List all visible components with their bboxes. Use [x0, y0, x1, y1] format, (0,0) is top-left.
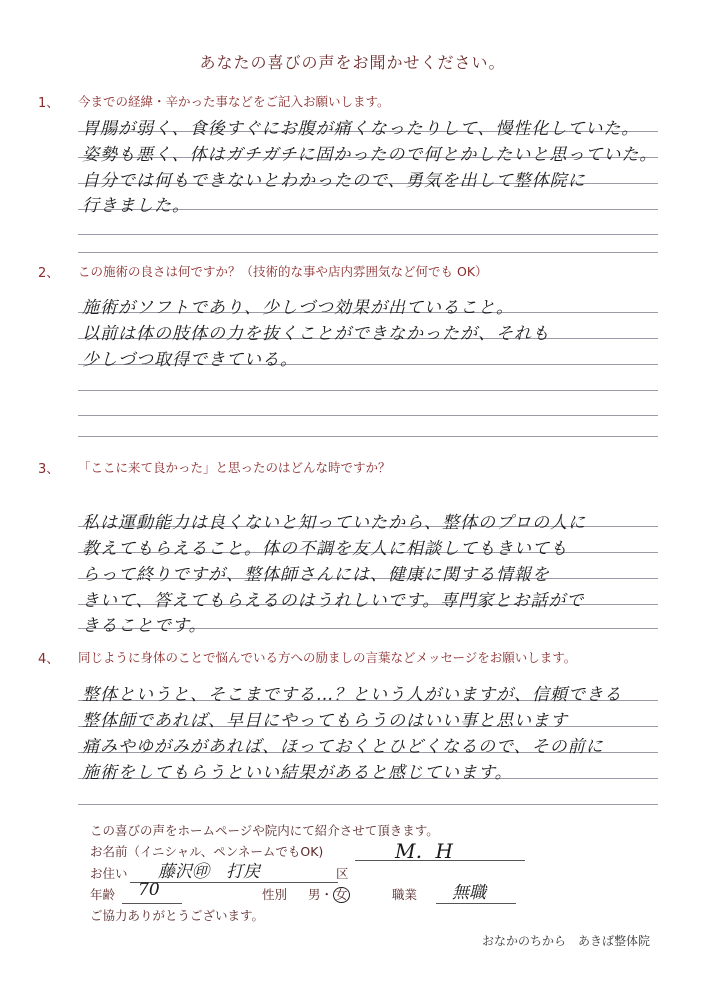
thanks-text: ご協力ありがとうございます。 [90, 908, 265, 923]
answer-line [78, 415, 658, 416]
job-underline [436, 903, 516, 904]
answer-2-line-2: 以前は体の肢体の力を抜くことができなかったが、それも [82, 324, 550, 344]
job-label: 職業 [392, 887, 418, 902]
answer-2-line-1: 施術がソフトであり、少しづつ効果が出ていること。 [82, 298, 514, 318]
answer-4-line-4: 施術をしてもらうといい結果があると感じています。 [82, 763, 513, 783]
name-underline [355, 860, 525, 861]
job-value: 無職 [452, 883, 486, 903]
gender-label: 性別 [262, 887, 288, 902]
footer-intro: この喜びの声をホームページや院内にて紹介させて頂きます。 [90, 823, 439, 838]
answer-line [78, 804, 658, 805]
address-underline [130, 882, 338, 883]
answer-1-line-2: 姿勢も悪く、体はガチガチに固かったので何とかしたいと思っていた。 [82, 145, 658, 165]
gender-selected: 女 [335, 887, 348, 902]
question-1-text: 今までの経緯・辛かった事などをご記入お願いします。 [78, 94, 390, 109]
answer-3-line-2: 教えてもらえること。体の不調を友人に相談してもきいても [82, 539, 568, 559]
question-3-text: 「ここに来て良かった」と思ったのはどんな時ですか？ [78, 460, 391, 475]
answer-3-line-5: きることです。 [82, 616, 207, 636]
age-underline [122, 903, 182, 904]
question-2-text: この施術の良さは何ですか？（技術的な事や店内雰囲気など何でも OK） [78, 264, 488, 279]
question-4-text: 同じように身体のことで悩んでいる方への励ましの言葉などメッセージをお願いします。 [78, 650, 577, 665]
clinic-name: おなかのちから あきば整体院 [482, 934, 651, 948]
question-3-number: 3、 [38, 462, 60, 477]
answer-2-line-3: 少しづつ取得できている。 [82, 350, 298, 370]
answer-3-line-3: らって終りですが、整体師さんには、健康に関する情報を [82, 565, 550, 585]
answer-1-line-3: 自分では何もできないとわかったので、勇気を出して整体院に [82, 171, 586, 191]
gender-options [308, 885, 350, 903]
question-4-number: 4、 [38, 652, 60, 667]
answer-line [78, 436, 658, 437]
question-1-number: 1、 [38, 96, 60, 111]
answer-1-line-4: 行きました。 [82, 196, 190, 216]
form-title: あなたの喜びの声をお聞かせください。 [199, 53, 506, 72]
age-value: 70 [138, 880, 160, 900]
answer-line [78, 234, 658, 235]
answer-4-line-1: 整体というと、そこまでする…？という人がいますが、信頼できる [82, 685, 622, 705]
answer-line [78, 252, 658, 253]
answer-1-line-1: 胃腸が弱く、食後すぐにお腹が痛くなったりして、慢性化していた。 [82, 119, 640, 139]
gender-option-list: 男・ [308, 887, 334, 902]
answer-3-line-4: きいて、答えてもらえるのはうれしいです。専門家とお話がで [82, 591, 585, 611]
name-value: M．H [395, 839, 453, 863]
name-label: お名前（イニシャル、ペンネームでもOK) [90, 844, 324, 859]
address-value: 藤沢㊞ 打戻 [158, 862, 260, 882]
answer-line [78, 390, 658, 391]
answer-4-line-3: 痛みやゆがみがあれば、ほっておくとひどくなるので、その前に [82, 737, 604, 757]
answer-3-line-1: 私は運動能力は良くないと知っていたから、整体のプロの人に [82, 513, 586, 533]
address-suffix: 区 [336, 866, 349, 881]
address-label: お住い [90, 866, 128, 881]
answer-4-line-2: 整体師であれば、早目にやってもらうのはいい事と思います [82, 711, 568, 731]
question-2-number: 2、 [38, 266, 60, 281]
age-label: 年齢 [90, 887, 116, 902]
